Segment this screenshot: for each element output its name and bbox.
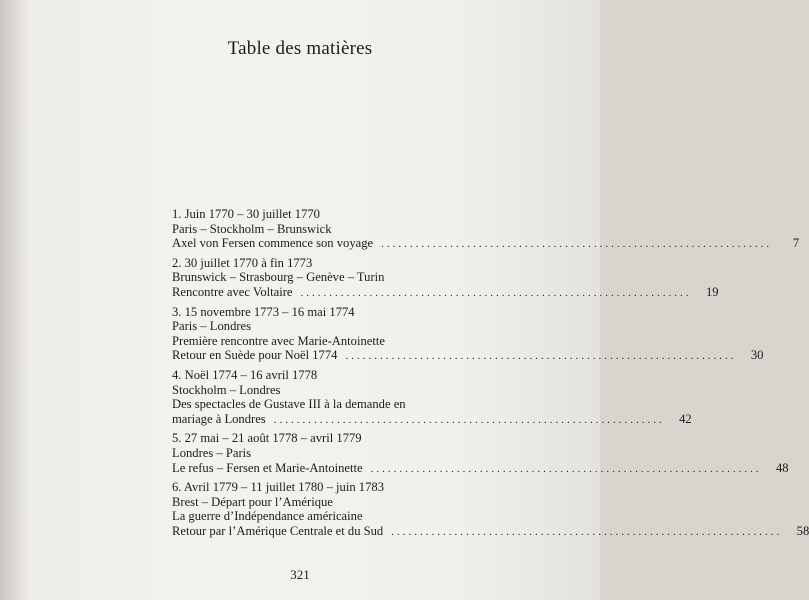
toc-entry [172, 207, 800, 252]
toc-entry-subtitle: Des spectacles de Gustave III à la demande en [172, 397, 406, 412]
toc-entry [172, 480, 809, 539]
toc-entry-places: Londres – Paris [172, 445, 252, 460]
toc-entry-heading: 4. Noël 1774 – 16 avril 1778 [172, 367, 318, 382]
toc-entry-places: Stockholm – Londres [172, 382, 281, 397]
toc-page-number: 58 [796, 523, 809, 538]
toc-entry-lastline [172, 411, 692, 428]
toc-entry-places: Paris – Stockholm – Brunswick [172, 221, 332, 236]
toc-entry-subtitle: Rencontre avec Voltaire [172, 284, 293, 299]
toc-entry [172, 367, 692, 427]
toc-entry-subtitle: Première rencontre avec Marie-Antoinette [172, 333, 385, 348]
dot-leader: .................................................................... [391, 525, 783, 538]
toc-entry-lastline [172, 460, 789, 477]
dot-leader: .................................................................... [273, 413, 665, 426]
toc-entry-subtitle: La guerre d’Indépendance américaine [172, 509, 363, 524]
toc-page-number: 7 [792, 236, 800, 251]
table-of-contents [172, 207, 809, 543]
dot-leader: .................................................................... [345, 350, 737, 363]
toc-entry-lastline [172, 236, 800, 252]
toc-entry-heading: 2. 30 juillet 1770 à fin 1773 [172, 255, 313, 270]
toc-entry-subtitle: Retour en Suède pour Noël 1774 [172, 348, 338, 363]
toc-entry-places: Paris – Londres [172, 319, 252, 334]
toc-entry-lastline [172, 348, 764, 364]
toc-entry-lastline [172, 523, 809, 540]
page-title: Table des matières [227, 38, 373, 59]
toc-entry-heading: 6. Avril 1779 – 11 juillet 1780 – juin 1783 [172, 480, 384, 495]
page-number: 321 [290, 567, 310, 582]
toc-entry-subtitle: mariage à Londres [172, 411, 266, 426]
toc-entry-heading: 1. Juin 1770 – 30 juillet 1770 [172, 207, 320, 221]
toc-entry-lastline [172, 284, 719, 301]
toc-entry-subtitle: Le refus – Fersen et Marie-Antoinette [172, 460, 363, 475]
toc-entry [172, 255, 719, 301]
toc-page-number: 30 [750, 348, 764, 363]
dot-leader: .................................................................... [370, 462, 762, 475]
toc-entry [172, 431, 789, 476]
dot-leader: .................................................................... [381, 238, 773, 251]
toc-entry-places: Brunswick – Strasbourg – Genève – Turin [172, 270, 385, 285]
toc-page-number: 48 [776, 460, 789, 475]
toc-entry-subtitle: Retour par l’Amérique Centrale et du Sud [172, 523, 384, 538]
toc-entry [172, 304, 764, 364]
toc-entry-subtitle: Axel von Fersen commence son voyage [172, 236, 374, 251]
toc-entry-heading: 3. 15 novembre 1773 – 16 mai 1774 [172, 304, 355, 319]
toc-entry-places: Brest – Départ pour l’Amérique [172, 494, 333, 509]
dot-leader: .................................................................... [300, 286, 692, 299]
toc-page-number: 19 [705, 284, 719, 299]
toc-entry-heading: 5. 27 mai – 21 août 1778 – avril 1779 [172, 431, 362, 446]
toc-page-number: 42 [679, 411, 692, 426]
